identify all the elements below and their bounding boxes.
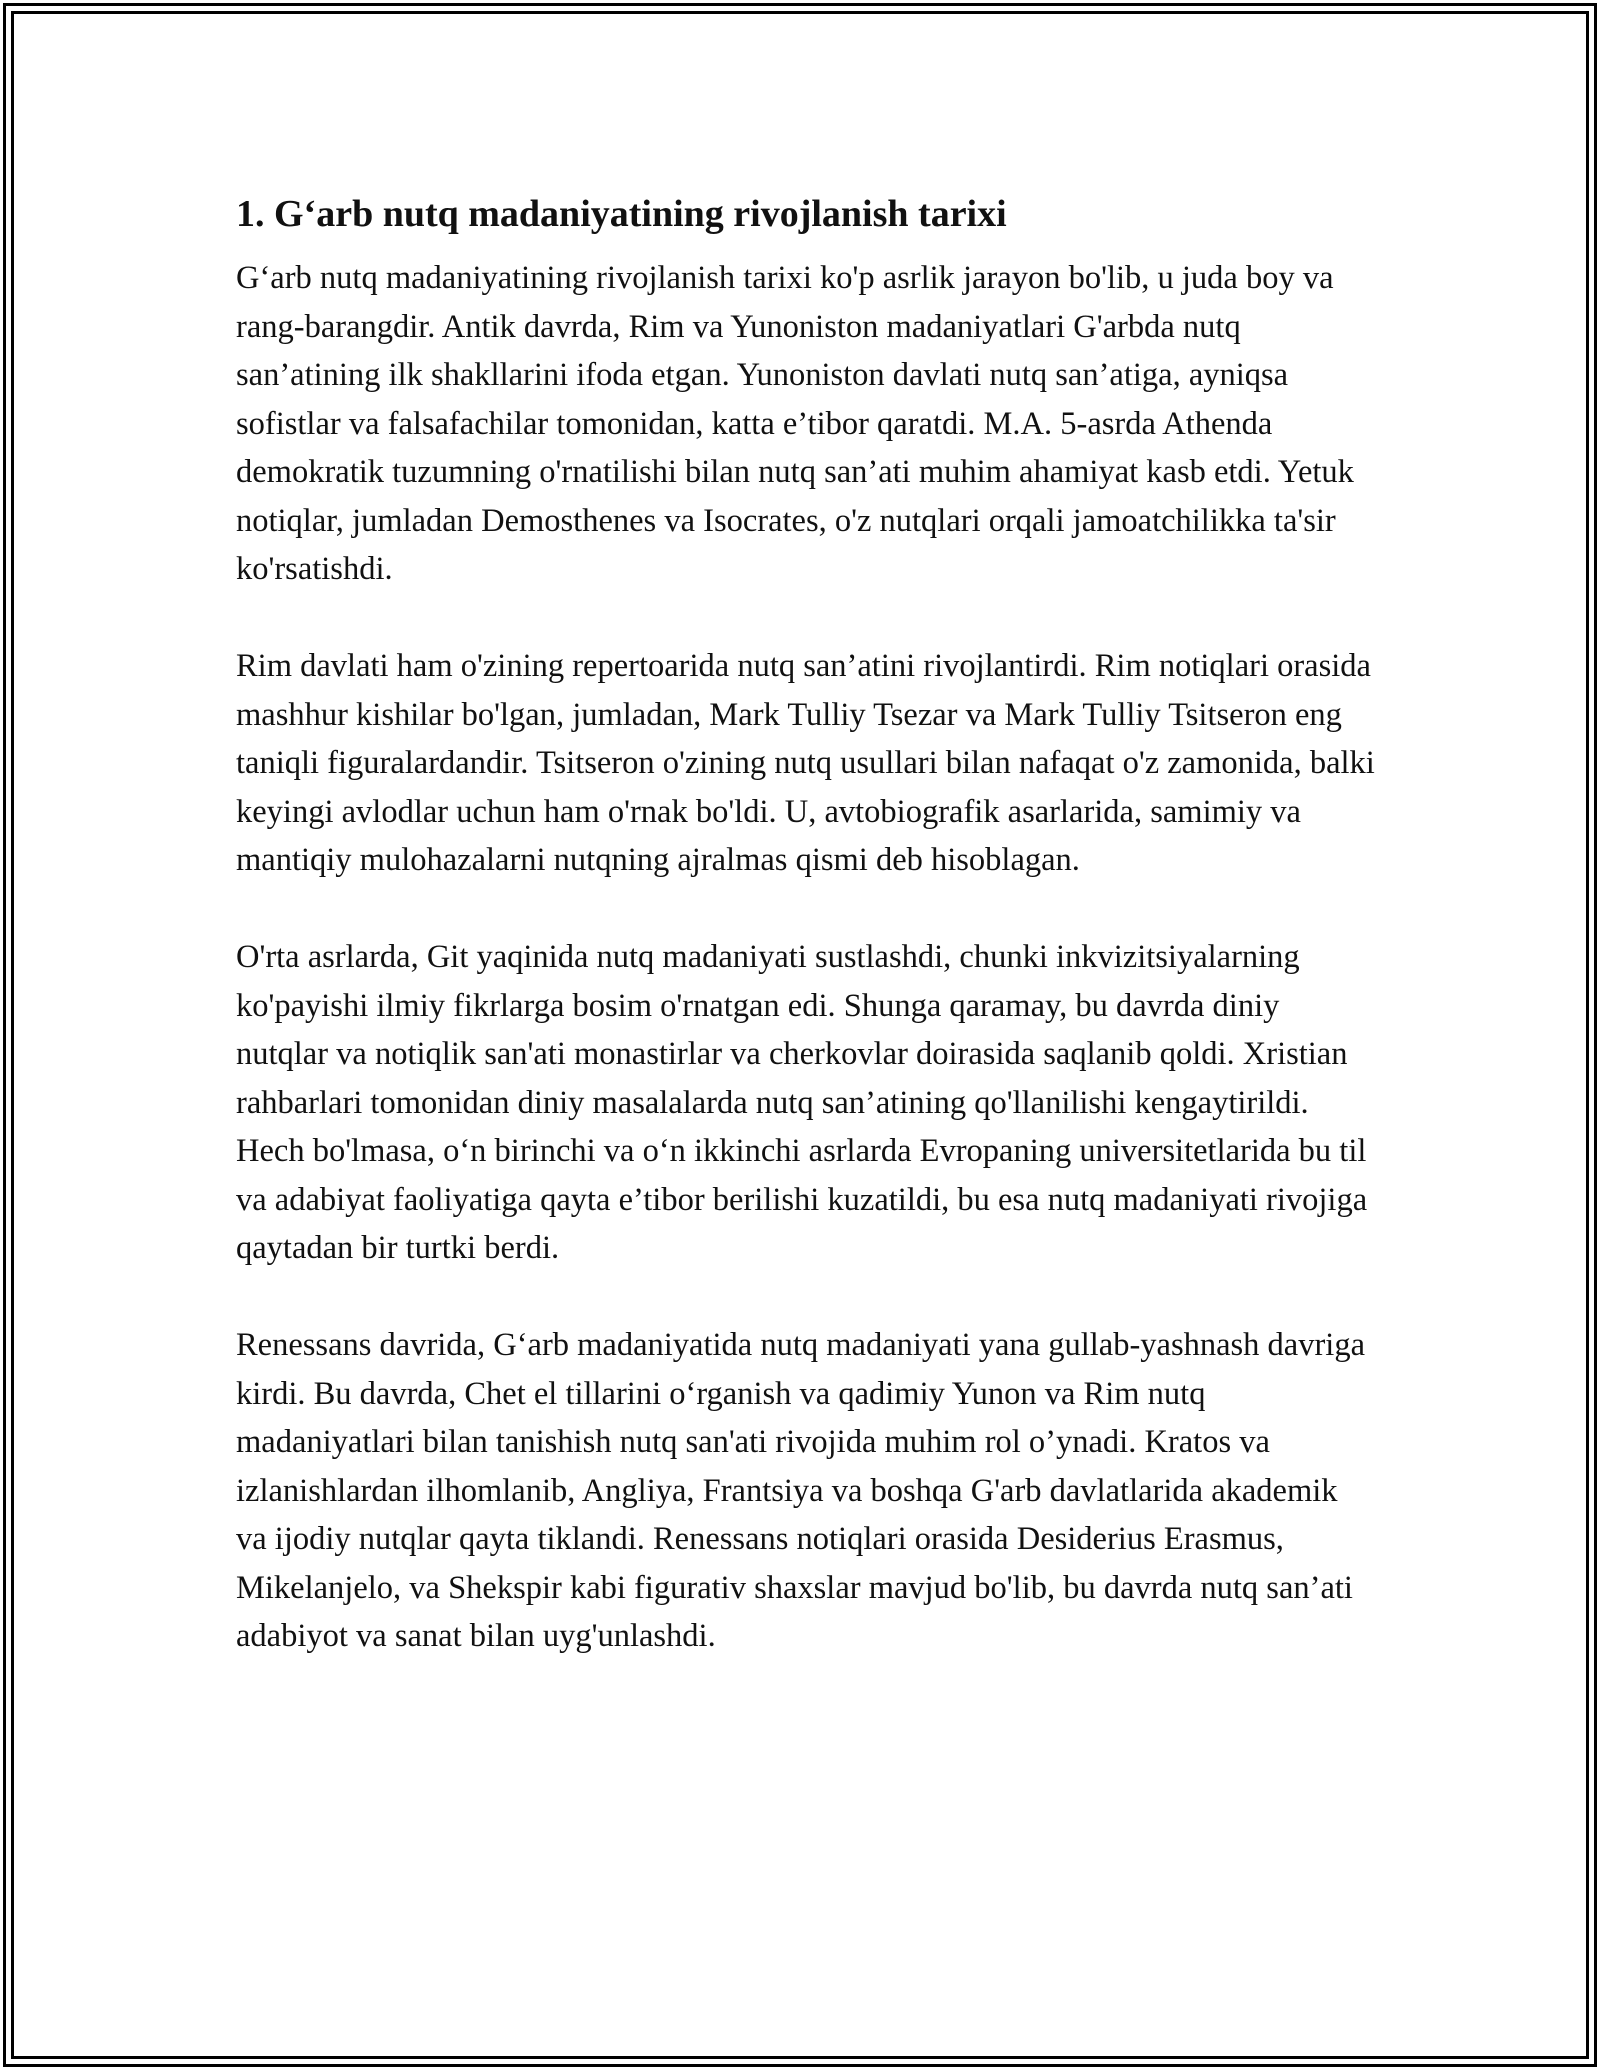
paragraph-antiquity: G‘arb nutq madaniyatining rivojlanish tarixi ko'p asrlik jarayon bo'lib, u juda boy va rang-barangdir. Antik davrda, Rim va Yunoniston madaniyatlari G'arbda nutq san’atining ilk shakllarini ifoda etgan. Yunoniston davlati nutq san’atiga, ayniqsa sofistlar va falsafachilar tomonidan, katta e’tibor qaratdi. M.A. 5-asrda Athenda demokratik tuzumning o'rnatilishi bilan nutq san’ati muhim ahamiyat kasb etdi. Yetuk notiqlar, jumladan Demosthenes va Isocrates, o'z nutqlari orqali jamoatchilikka ta'sir ko'rsatishdi. <box>236 260 1354 587</box>
section-title: 1. G‘arb nutq madaniyatining rivojlanish tarixi <box>236 193 1007 235</box>
paragraph-rome: Rim davlati ham o'zining repertoarida nutq san’atini rivojlantirdi. Rim notiqlari orasida mashhur kishilar bo'lgan, jumladan, Mark Tulliy Tsezar va Mark Tulliy Tsitseron eng taniqli figuralardandir. Tsitseron o'zining nutq usullari bilan nafaqat o'z zamonida, balki keyingi avlodlar uchun ham o'rnak bo'ldi. U, avtobiografik asarlarida, samimiy va mantiqiy mulohazalarni nutqning ajralmas qismi deb hisoblagan. <box>236 648 1375 878</box>
paragraph-middle-ages: O'rta asrlarda, Git yaqinida nutq madaniyati sustlashdi, chunki inkvizitsiyalarning ko'payishi ilmiy fikrlarga bosim o'rnatgan edi. Shunga qaramay, bu davrda diniy nutqlar va notiqlik san'ati monastirlar va cherkovlar doirasida saqlanib qoldi. Xristian rahbarlari tomonidan diniy masalalarda nutq san’atining qo'llanilishi kengaytirildi. Hech bo'lmasa, o‘n birinchi va o‘n ikkinchi asrlarda Evropaning universitetlarida bu til va adabiyat faoliyatiga qayta e’tibor berilishi kuzatildi, bu esa nutq madaniyati rivojiga qaytadan bir turtki berdi. <box>236 939 1368 1266</box>
document-body <box>236 186 1376 1709</box>
paragraph-renaissance: Renessans davrida, G‘arb madaniyatida nutq madaniyati yana gullab-yashnash davriga kirdi. Bu davrda, Chet el tillarini o‘rganish va qadimiy Yunon va Rim nutq madaniyatlari bilan tanishish nutq san'ati rivojida muhim rol o’ynadi. Kratos va izlanishlardan ilhomlanib, Angliya, Frantsiya va boshqa G'arb davlatlarida akademik va ijodiy nutqlar qayta tiklandi. Renessans notiqlari orasida Desiderius Erasmus, Mikelanjelo, va Shekspir kabi figurativ shaxslar mavjud bo'lib, bu davrda nutq san’ati adabiyot va sanat bilan uyg'unlashdi. <box>236 1327 1366 1654</box>
